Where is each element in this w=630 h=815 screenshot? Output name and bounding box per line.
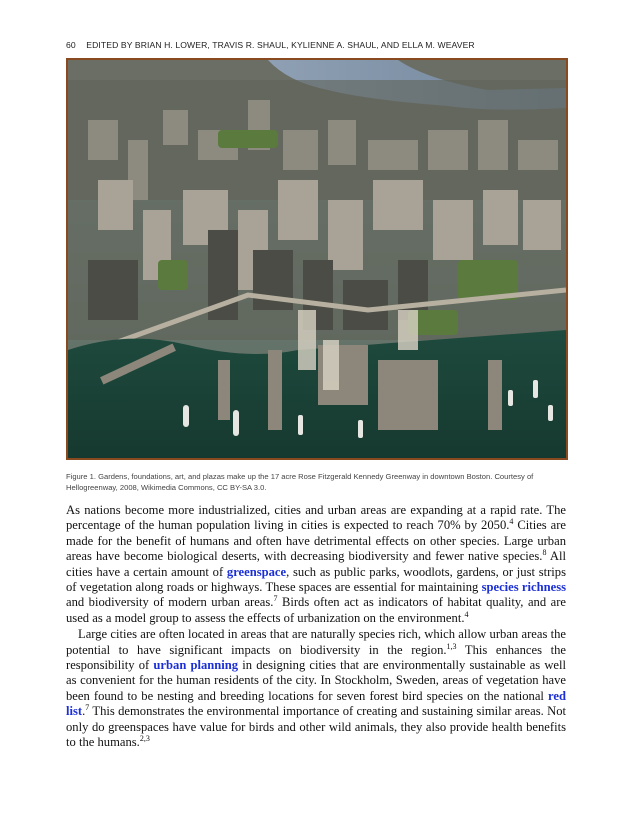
running-header (66, 40, 566, 50)
figure-aerial-photo (66, 58, 568, 460)
body-text (66, 503, 566, 751)
paragraph-2: Large cities are often located in areas that are naturally species rich, which allow urban areas the potential to have significant impacts on biodiversity in the region.$^{1,3}$ This enhances the responsibility of urban planning in designing cities that are environmentally sustainable as well as convenient for the human residents of the city. In Stockholm, Sweden, areas of vegetation have been found to be nesting and breeding locations for seven forest bird species on the national red list.$^7$ This demonstrates the environmental importance of creating and sustaining similar areas. Not only do greenspaces have value for birds and other wild animals, they also provide health benefits to the humans.$^{2,3}$ (66, 627, 566, 750)
link-red-list[interactable]: red list (66, 688, 566, 719)
citation: 2,3 (139, 734, 150, 744)
citation: 7 (273, 594, 278, 604)
running-title: EDITED BY BRIAN H. LOWER, TRAVIS R. SHAUL, KYLIENNE A. SHAUL, AND ELLA M. WEAVER (86, 40, 475, 50)
figure-caption: Figure 1. Gardens, foundations, art, and plazas make up the 17 acre Rose Fitzgerald Kennedy Greenway in downtown Boston. Courtesy of Hellogreenway, 2008, Wikimedia Commons, CC BY-SA 3.0. (66, 472, 534, 492)
link-species-richness[interactable]: species richness (481, 580, 566, 595)
citation: 7 (85, 703, 90, 713)
page-number: 60 (66, 40, 76, 50)
link-urban-planning[interactable]: urban planning (153, 658, 239, 673)
aerial-city-image (68, 60, 566, 458)
citation: 8 (542, 548, 547, 558)
citation: 4 (509, 517, 514, 527)
citation: 1,3 (446, 641, 457, 651)
citation: 4 (464, 609, 469, 619)
link-greenspace[interactable]: greenspace (226, 564, 287, 579)
paragraph-1: As nations become more industrialized, cities and urban areas are expanding at a rapid rate. The percentage of the human population living in cities is expected to reach 70% by 2050.$^4$ Cities are made for the benefit of humans and often have detrimental effects on other species. Large urban areas have become biological deserts, with decreasing biodiversity and fewer native species.$^8$ All cities have a certain amount of greenspace, such as public parks, woodlots, gardens, or just strips of vegetation along roads or highways. These spaces are essential for maintaining species richness and biodiversity of modern urban areas.$^7$ Birds often act as indicators of habitat quality, and are used as a model group to assess the effects of urbanization on the environment.$^4$ (66, 503, 567, 625)
